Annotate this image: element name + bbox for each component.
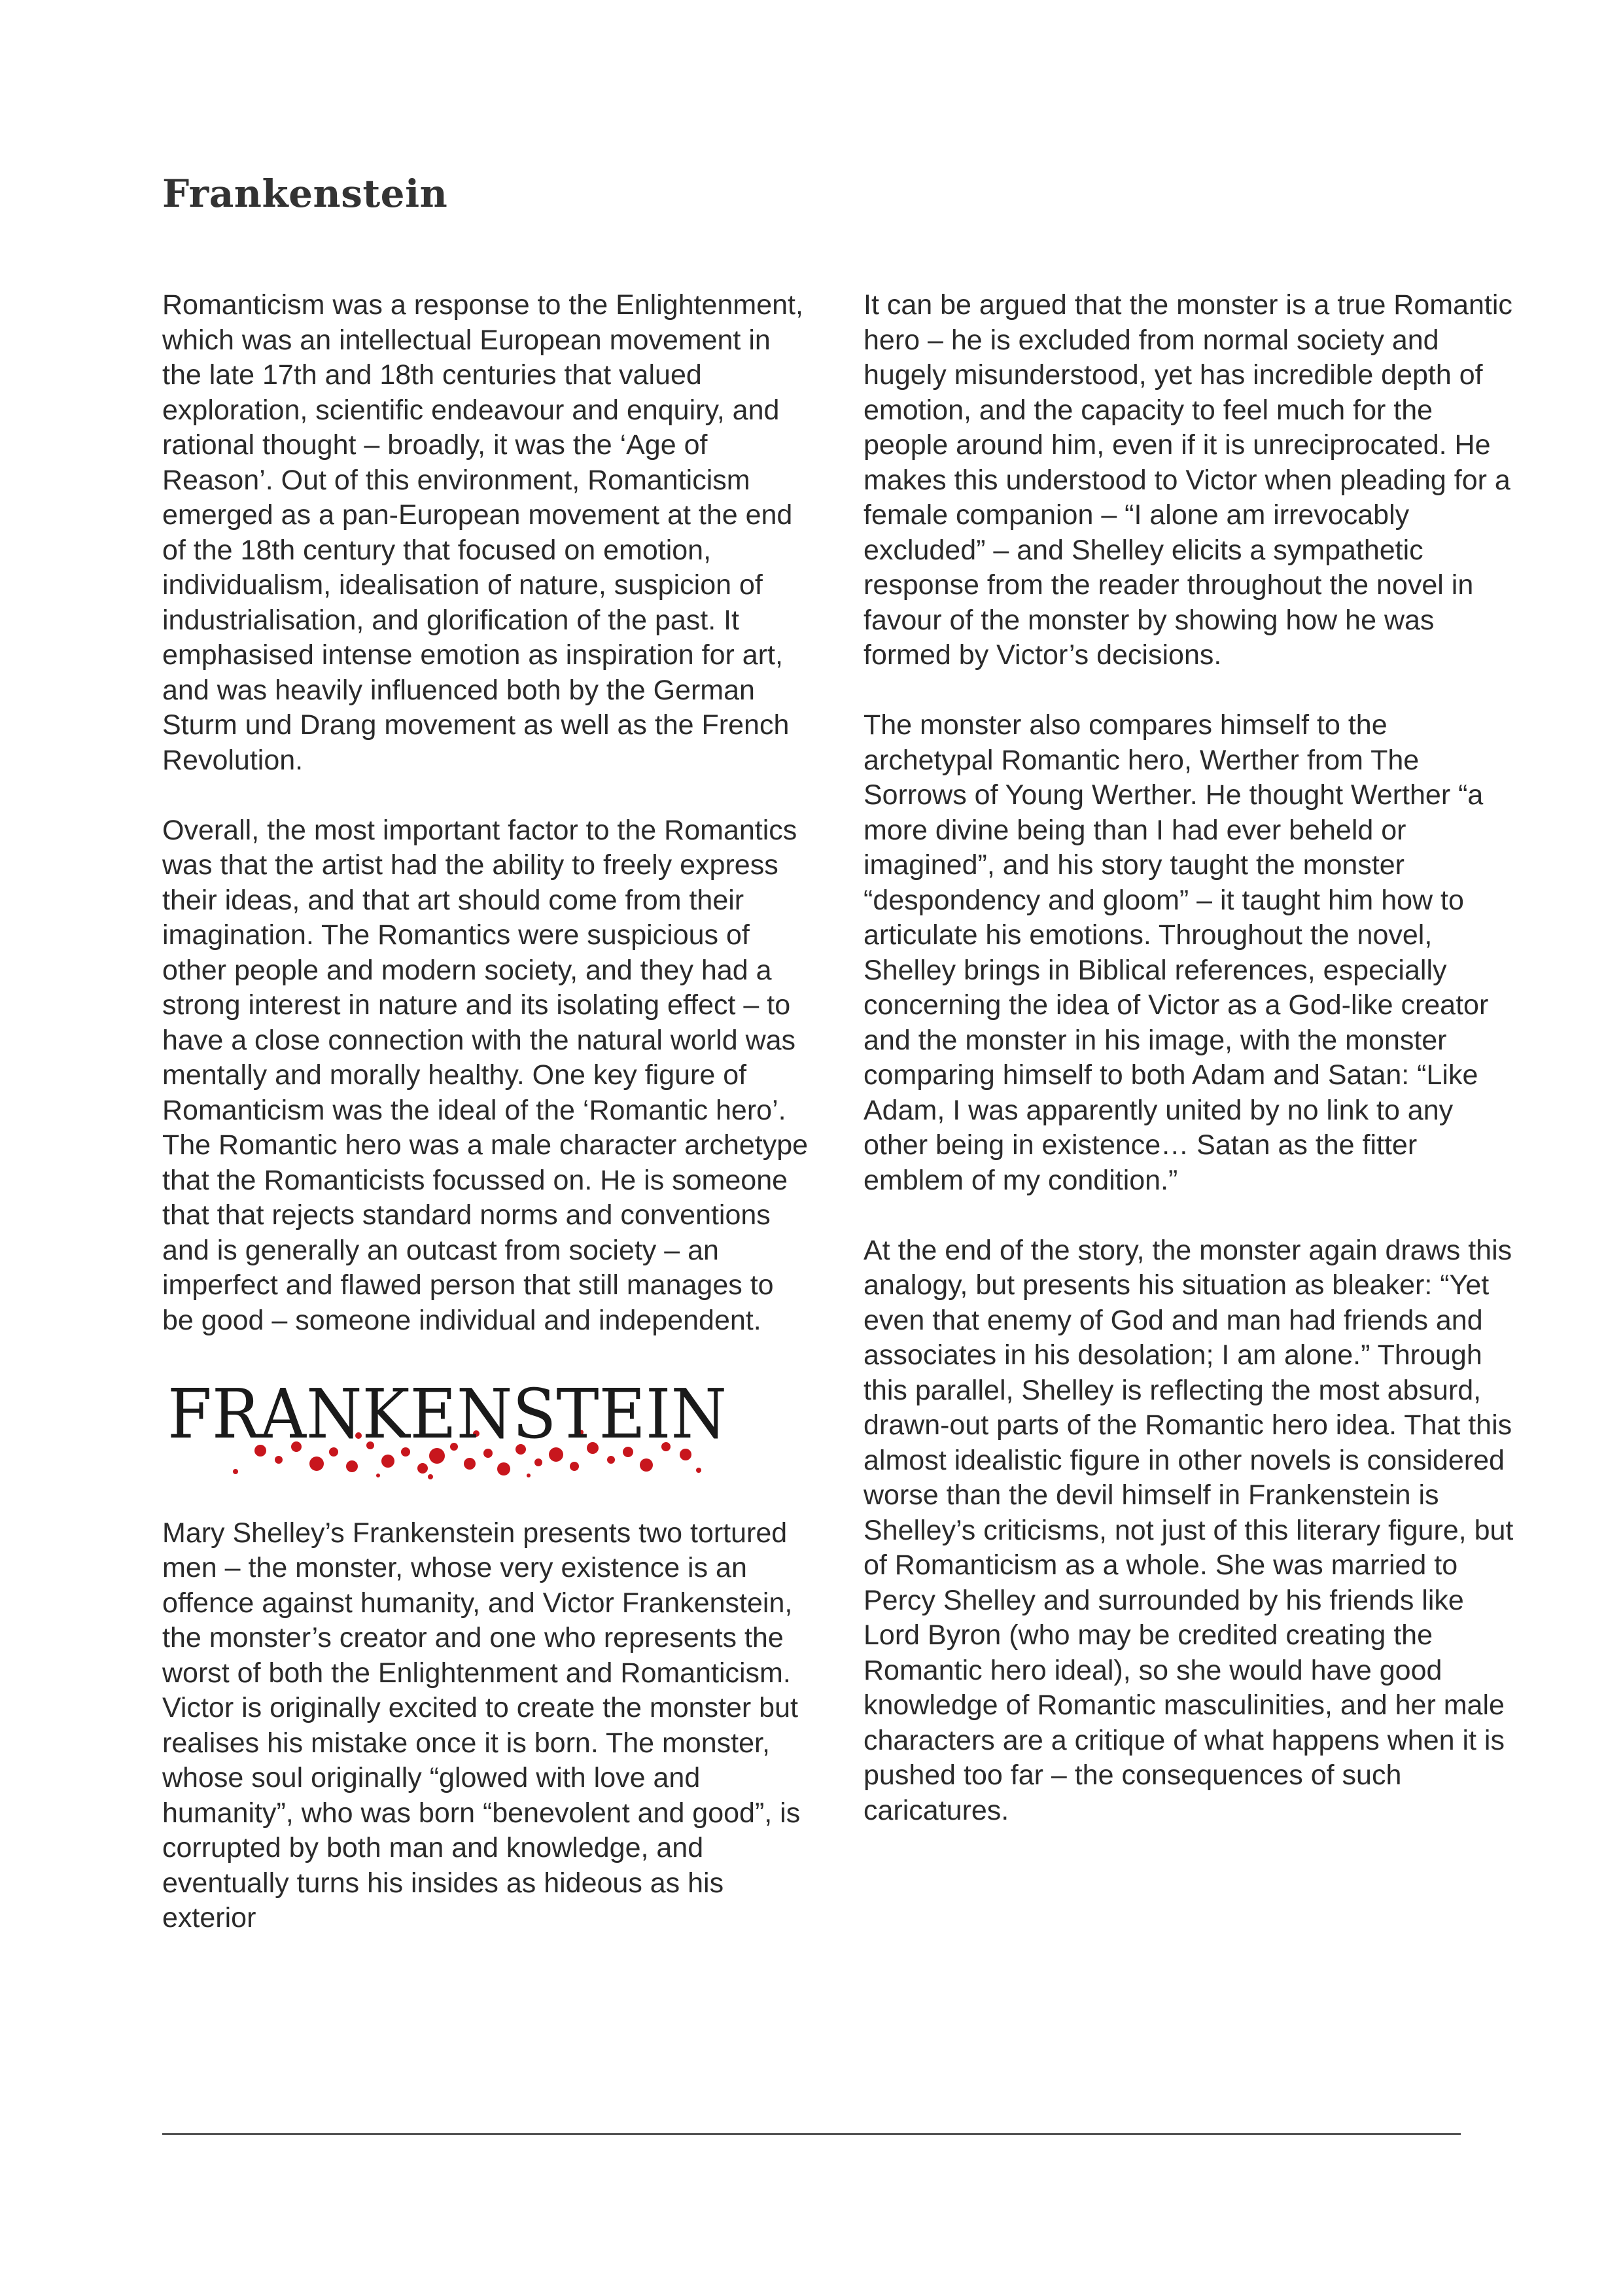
right-paragraph-3: At the end of the story, the monster again draws this analogy, but presents his situation as bleaker: “Yet even that enemy of God and man had friends and associates in his desolation; I am alone.” Through this parallel, Shelley is reflecting the most absurd, drawn-out parts of the Romantic hero idea. That this almost idealistic figure in other novels is considered worse than the devil himself in Frankenstein is Shelley’s criticisms, not just of this literary figure, but of Romanticism as a whole. She was married to Percy Shelley and surrounded by his friends like Lord Byron (who may be credited creating the Romantic hero ideal), so she would have good knowledge of Romantic masculinities, and her male characters are a critique of what happens when it is pushed too far – the consequences of such caricatures. — [864, 1234, 1514, 1826]
right-paragraph-1: It can be argued that the monster is a true Romantic hero – he is excluded from normal society and hugely misunderstood, yet has incredible depth of emotion, and the capacity to feel much for the people around him, even if it is unreciprocated. He makes this understood to Victor when pleading for a female companion – “I alone am irrevocably excluded” – and Shelley elicits a sympathetic response from the reader throughout the novel in favour of the monster by showing how he was formed by Victor’s decisions. — [864, 289, 1512, 671]
left-column — [162, 288, 810, 1971]
right-paragraph-2: The monster also compares himself to the archetypal Romantic hero, Werther from The Sorrows of Young Werther. He thought Werther “a more divine being than I had ever beheld or imagined”, and his story taught the monster “despondency and gloom” – it taught him how to articulate his emotions. Throughout the novel, Shelley brings in Biblical references, especially concerning the idea of Victor as a God-like creator and the monster in his image, with the monster comparing himself to both Adam and Satan: “Like Adam, I was apparently united by no link to any other being in existence… Satan as the fitter emblem of my condition.” — [864, 709, 1489, 1196]
left-paragraph-1: Romanticism was a response to the Enlightenment, which was an intellectual European movement in the late 17th and 18th centuries that valued exploration, scientific endeavour and enquiry, and rational thought – broadly, it was the ‘Age of Reason’. Out of this environment, Romanticism emerged as a pan-European movement at the end of the 18th century that focused on emotion, individualism, idealisation of nature, suspicion of industrialisation, and glorification of the past. It emphasised intense emotion as inspiration for art, and was heavily influenced both by the German Sturm und Drang movement as well as the French Revolution. — [162, 289, 803, 776]
logo-wordmark: FRANKENSTEIN — [167, 1373, 727, 1454]
right-column — [864, 288, 1518, 1863]
footer-divider — [162, 2133, 1461, 2135]
left-paragraph-3: Mary Shelley’s Frankenstein presents two tortured men – the monster, whose very existence is an offence against humanity, and Victor Frankenstein, the monster’s creator and one who represents the worst of both the Enlightenment and Romanticism. Victor is originally excited to create the monster but realises his mistake once it is born. The monster, whose soul originally “glowed with love and humanity”, who was born “benevolent and good”, is corrupted by both man and knowledge, and eventually turns his insides as hideous as his exterior — [162, 1517, 801, 1934]
frankenstein-logo-image — [162, 1373, 738, 1485]
left-paragraph-2: Overall, the most important factor to the Romantics was that the artist had the ability to freely express their ideas, and that art should come from their imagination. The Romantics were suspicious of other people and modern society, and they had a strong interest in nature and its isolating effect – to have a close connection with the natural world was mentally and morally healthy. One key figure of Romanticism was the ideal of the ‘Romantic hero’. The Romantic hero was a male character archetype that the Romanticists focussed on. He is someone that that rejects standard norms and conventions and is generally an outcast from society – an imperfect and flawed person that still manages to be good – someone individual and independent. — [162, 814, 809, 1336]
page-title: Frankenstein — [162, 171, 448, 216]
